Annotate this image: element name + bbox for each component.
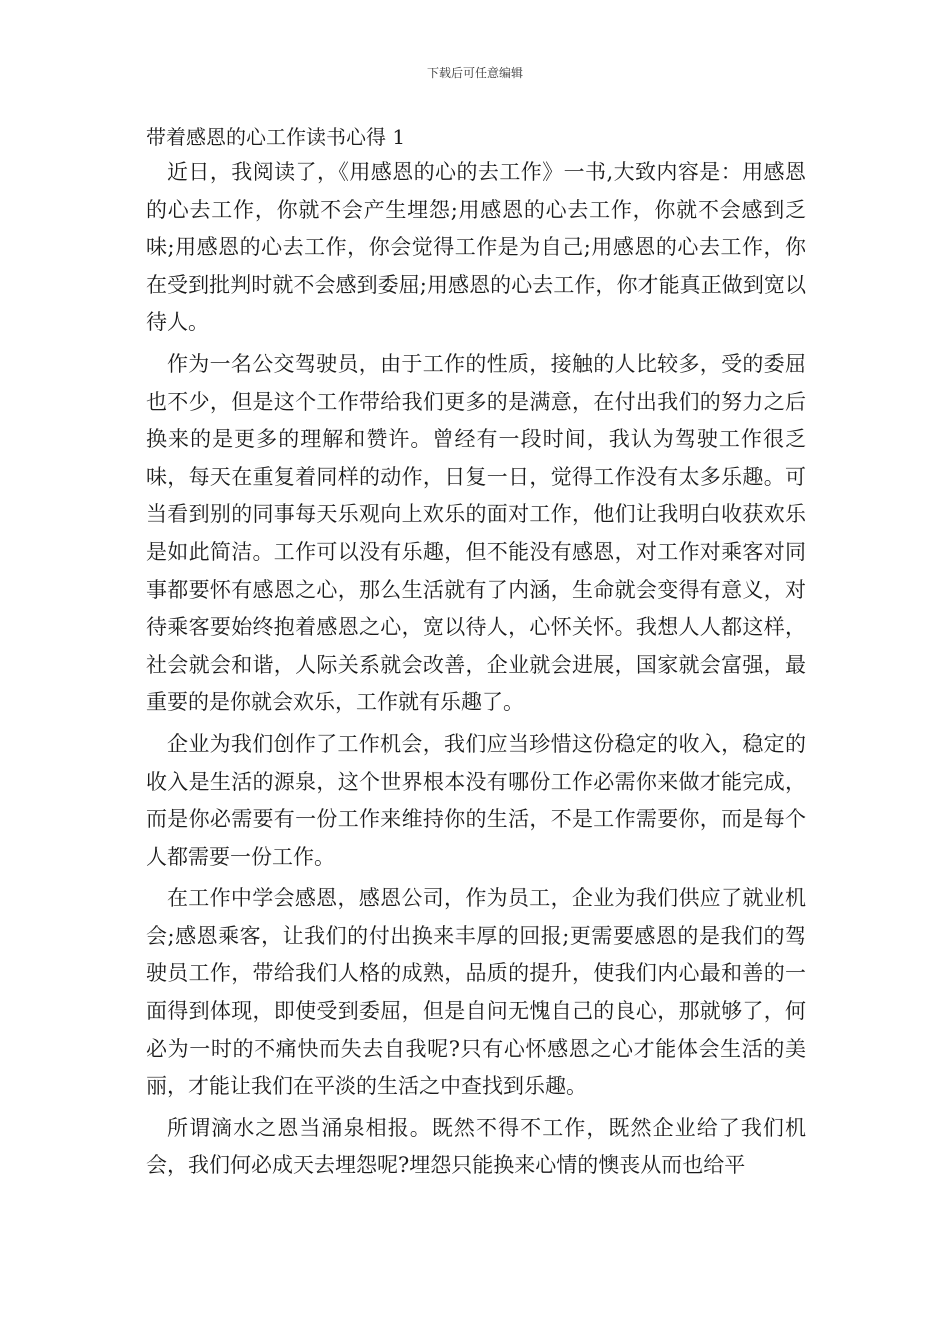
paragraph: 所谓滴水之恩当涌泉相报。既然不得不工作，既然企业给了我们机会，我们何必成天去埋怨呢?埋怨只能换来心情的懊丧从而也给平 [146, 1115, 806, 1178]
page-header: 下载后可任意编辑 [426, 66, 523, 80]
paragraph: 在工作中学会感恩，感恩公司，作为员工，企业为我们供应了就业机会;感恩乘客，让我们的付出换来丰厚的回报;更需要感恩的是我们的驾驶员工作，带给我们人格的成熟，品质的提升，使我们内心最和善的一面得到体现，即使受到委屈，但是自问无愧自己的良心，那就够了，何必为一时的不痛快而失去自我呢?只有心怀感恩之心才能体会生活的美丽，才能让我们在平淡的生活之中查找到乐趣。 [146, 886, 806, 1099]
document-body [146, 154, 806, 1189]
paragraph: 近日，我阅读了，《用感恩的心的去工作》一书,大致内容是：用感恩的心去工作，你就不会产生埋怨;用感恩的心去工作，你就不会感到乏味;用感恩的心去工作，你会觉得工作是为自己;用感恩的心去工作，你在受到批判时就不会感到委屈;用感恩的心去工作，你才能真正做到宽以待人。 [146, 160, 806, 335]
paragraph: 作为一名公交驾驶员，由于工作的性质，接触的人比较多，受的委屈也不少，但是这个工作带给我们更多的是满意，在付出我们的努力之后换来的是更多的理解和赞许。曾经有一段时间，我认为驾驶工作很乏味，每天在重复着同样的动作，日复一日，觉得工作没有太多乐趣。可当看到别的同事每天乐观向上欢乐的面对工作，他们让我明白收获欢乐是如此简洁。工作可以没有乐趣，但不能没有感恩，对工作对乘客对同事都要怀有感恩之心，那么生活就有了内涵，生命就会变得有意义，对待乘客要始终抱着感恩之心，宽以待人，心怀关怀。我想人人都这样，社会就会和谐，人际关系就会改善，企业就会进展，国家就会富强，最重要的是你就会欢乐，工作就有乐趣了。 [146, 351, 806, 715]
paragraph: 企业为我们创作了工作机会，我们应当珍惜这份稳定的收入，稳定的收入是生活的源泉，这个世界根本没有哪份工作必需你来做才能完成，而是你必需要有一份工作来维持你的生活，不是工作需要你，而是每个人都需要一份工作。 [146, 731, 806, 869]
document-title: 带着感恩的心工作读书心得 1 [146, 125, 406, 149]
